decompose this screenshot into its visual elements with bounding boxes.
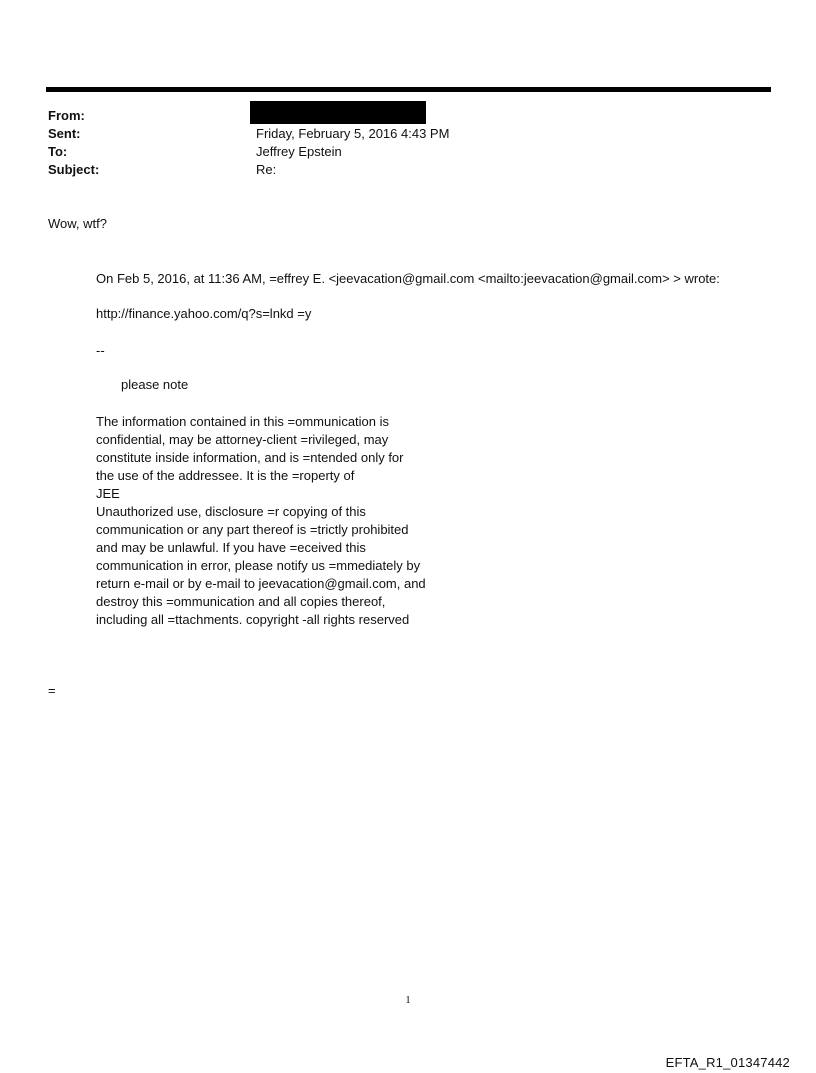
disclaimer-line: JEE (96, 486, 120, 501)
disclaimer-line: communication in error, please notify us =mmediately by (96, 558, 421, 573)
disclaimer-line: confidential, may be attorney-client =rivileged, may (96, 432, 389, 447)
to-label: To: (48, 144, 68, 159)
sent-value: Friday, February 5, 2016 4:43 PM (256, 126, 450, 141)
disclaimer-line: return e-mail or by e-mail to jeevacation@gmail.com, and (96, 576, 426, 591)
quote-intro: On Feb 5, 2016, at 11:36 AM, =effrey E. <jeevacation@gmail.com <mailto:jeevacation@gmail.com> > wrote: (96, 271, 720, 286)
sent-label: Sent: (48, 126, 81, 141)
header-rule (46, 87, 771, 92)
greeting-text: Wow, wtf? (48, 216, 108, 231)
to-value: Jeffrey Epstein (256, 144, 342, 159)
quote-link: http://finance.yahoo.com/q?s=lnkd =y (96, 306, 312, 321)
quote-note: please note (121, 377, 189, 392)
redaction-block (250, 101, 426, 124)
disclaimer-line: communication or any part thereof is =trictly prohibited (96, 522, 409, 537)
subject-label: Subject: (48, 162, 100, 177)
bates-number: EFTA_R1_01347442 (665, 1055, 790, 1070)
disclaimer-line: the use of the addressee. It is the =roperty of (96, 468, 355, 483)
disclaimer-line: constitute inside information, and is =ntended only for (96, 450, 404, 465)
disclaimer-line: The information contained in this =ommunication is (96, 414, 390, 429)
trailing-marker: = (48, 683, 56, 698)
disclaimer-line: and may be unlawful. If you have =eceived this (96, 540, 366, 555)
from-label: From: (48, 108, 85, 123)
disclaimer-line: destroy this =ommunication and all copies thereof, (96, 594, 386, 609)
page-number: 1 (405, 994, 411, 1006)
disclaimer-line: including all =ttachments. copyright -all rights reserved (96, 612, 410, 627)
subject-value: Re: (256, 162, 277, 177)
disclaimer-line: Unauthorized use, disclosure =r copying of this (96, 504, 366, 519)
signature-separator: -- (96, 343, 105, 358)
disclaimer-block (96, 413, 426, 629)
